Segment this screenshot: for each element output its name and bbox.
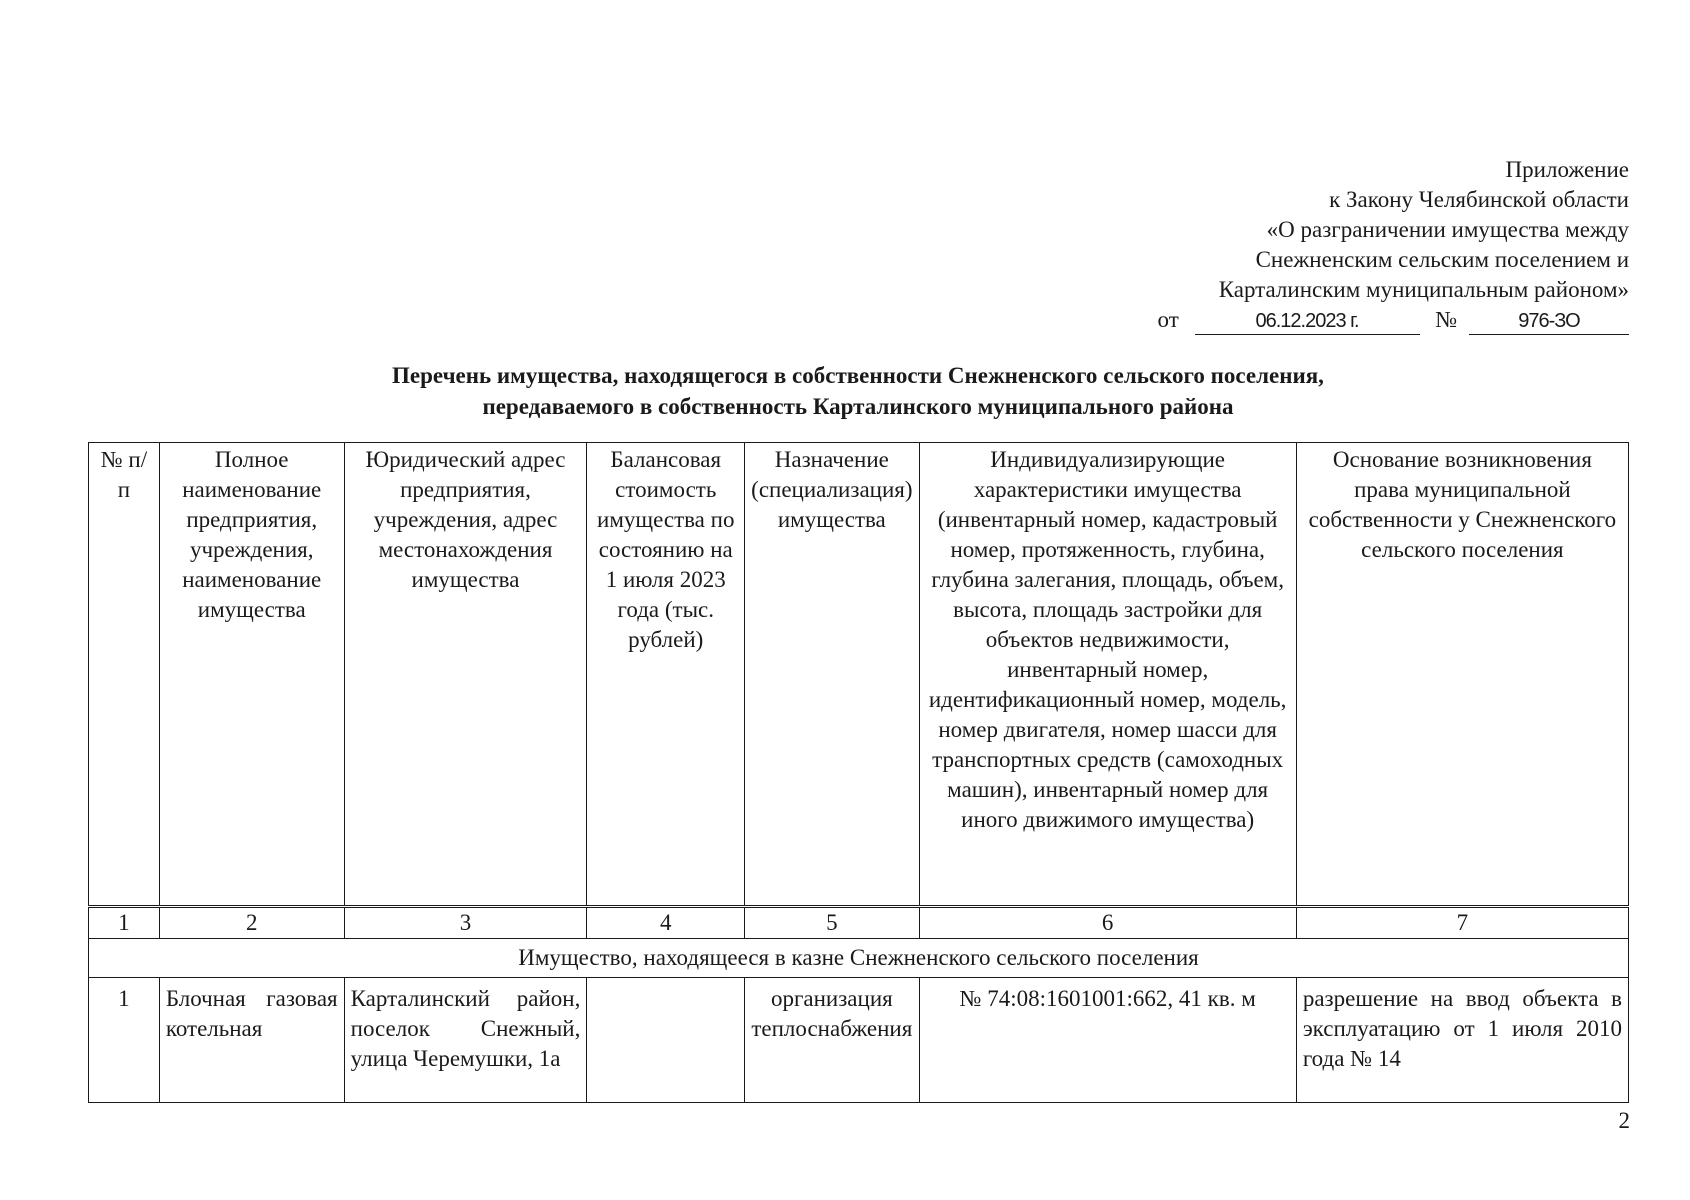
column-number-cell: 6 (919, 907, 1296, 939)
row-value (587, 978, 745, 1103)
row-number: 1 (89, 978, 160, 1103)
document-title (88, 360, 1628, 422)
table-row (89, 978, 1629, 1103)
column-number-cell: 2 (159, 907, 344, 939)
appendix-line: Карталинским муниципальным районом» (1218, 277, 1629, 302)
appendix-line: Снежненским сельским поселением и (1255, 247, 1629, 272)
page-number: 2 (1618, 1108, 1630, 1133)
section-title: Имущество, находящееся в казне Снежненского сельского поселения (89, 939, 1629, 978)
header-cell-purpose: Назначение (специализация) имущества (745, 443, 919, 907)
row-purpose: организация теплоснабжения (745, 978, 919, 1103)
row-address: Карталинский район, поселок Снежный, улица Черемушки, 1а (344, 978, 587, 1103)
title-line-1: Перечень имущества, находящегося в собственности Снежненского сельского поселения, (392, 363, 1324, 388)
column-number-cell: 5 (745, 907, 919, 939)
appendix-line: «О разграничении имущества между (1266, 217, 1629, 242)
section-row (89, 939, 1629, 978)
column-number-cell: 1 (89, 907, 160, 939)
law-date-number-line (1069, 305, 1629, 335)
title-line-2: передаваемого в собственность Карталинского муниципального района (482, 394, 1234, 419)
header-cell-address: Юридический адрес предприятия, учреждения, адрес местонахождения имущества (344, 443, 587, 907)
header-cell-value: Балансовая стоимость имущества по состоянию на 1 июля 2023 года (тыс. рублей) (587, 443, 745, 907)
date-prefix: от (1157, 307, 1179, 332)
property-table (88, 442, 1629, 1103)
law-number: 976-ЗО (1469, 308, 1629, 335)
header-cell-name: Полное наименование предприятия, учреждения, наименование имущества (159, 443, 344, 907)
row-basis: разрешение на ввод объекта в эксплуатацию от 1 июля 2010 года № 14 (1296, 978, 1628, 1103)
law-date: 06.12.2023 г. (1195, 308, 1420, 335)
header-cell-number: № п/п (89, 443, 160, 907)
row-characteristics: № 74:08:1601001:662, 41 кв. м (919, 978, 1296, 1103)
column-number-row (89, 907, 1629, 939)
column-number-cell: 3 (344, 907, 587, 939)
column-number-cell: 4 (587, 907, 745, 939)
column-number-cell: 7 (1296, 907, 1628, 939)
row-name: Блочная газовая котельная (159, 978, 344, 1103)
appendix-line: к Закону Челябинской области (1329, 187, 1629, 212)
number-sign: № (1435, 307, 1458, 332)
appendix-block (1069, 155, 1629, 335)
header-row (89, 443, 1629, 907)
header-cell-characteristics: Индивидуализирующие характеристики имущества (инвентарный номер, кадастровый номер, протяженность, глубина, глубина залегания, площадь, объем, высота, площадь застройки для объектов недвижимости, инвентарный номер, идентификационный номер, модель, номер двигателя, номер шасси для транспортных средств (самоходных машин), инвентарный номер для иного движимого имущества) (919, 443, 1296, 907)
header-cell-basis: Основание возникновения права муниципальной собственности у Снежненского сельского поселения (1296, 443, 1628, 907)
appendix-line: Приложение (1505, 157, 1629, 182)
